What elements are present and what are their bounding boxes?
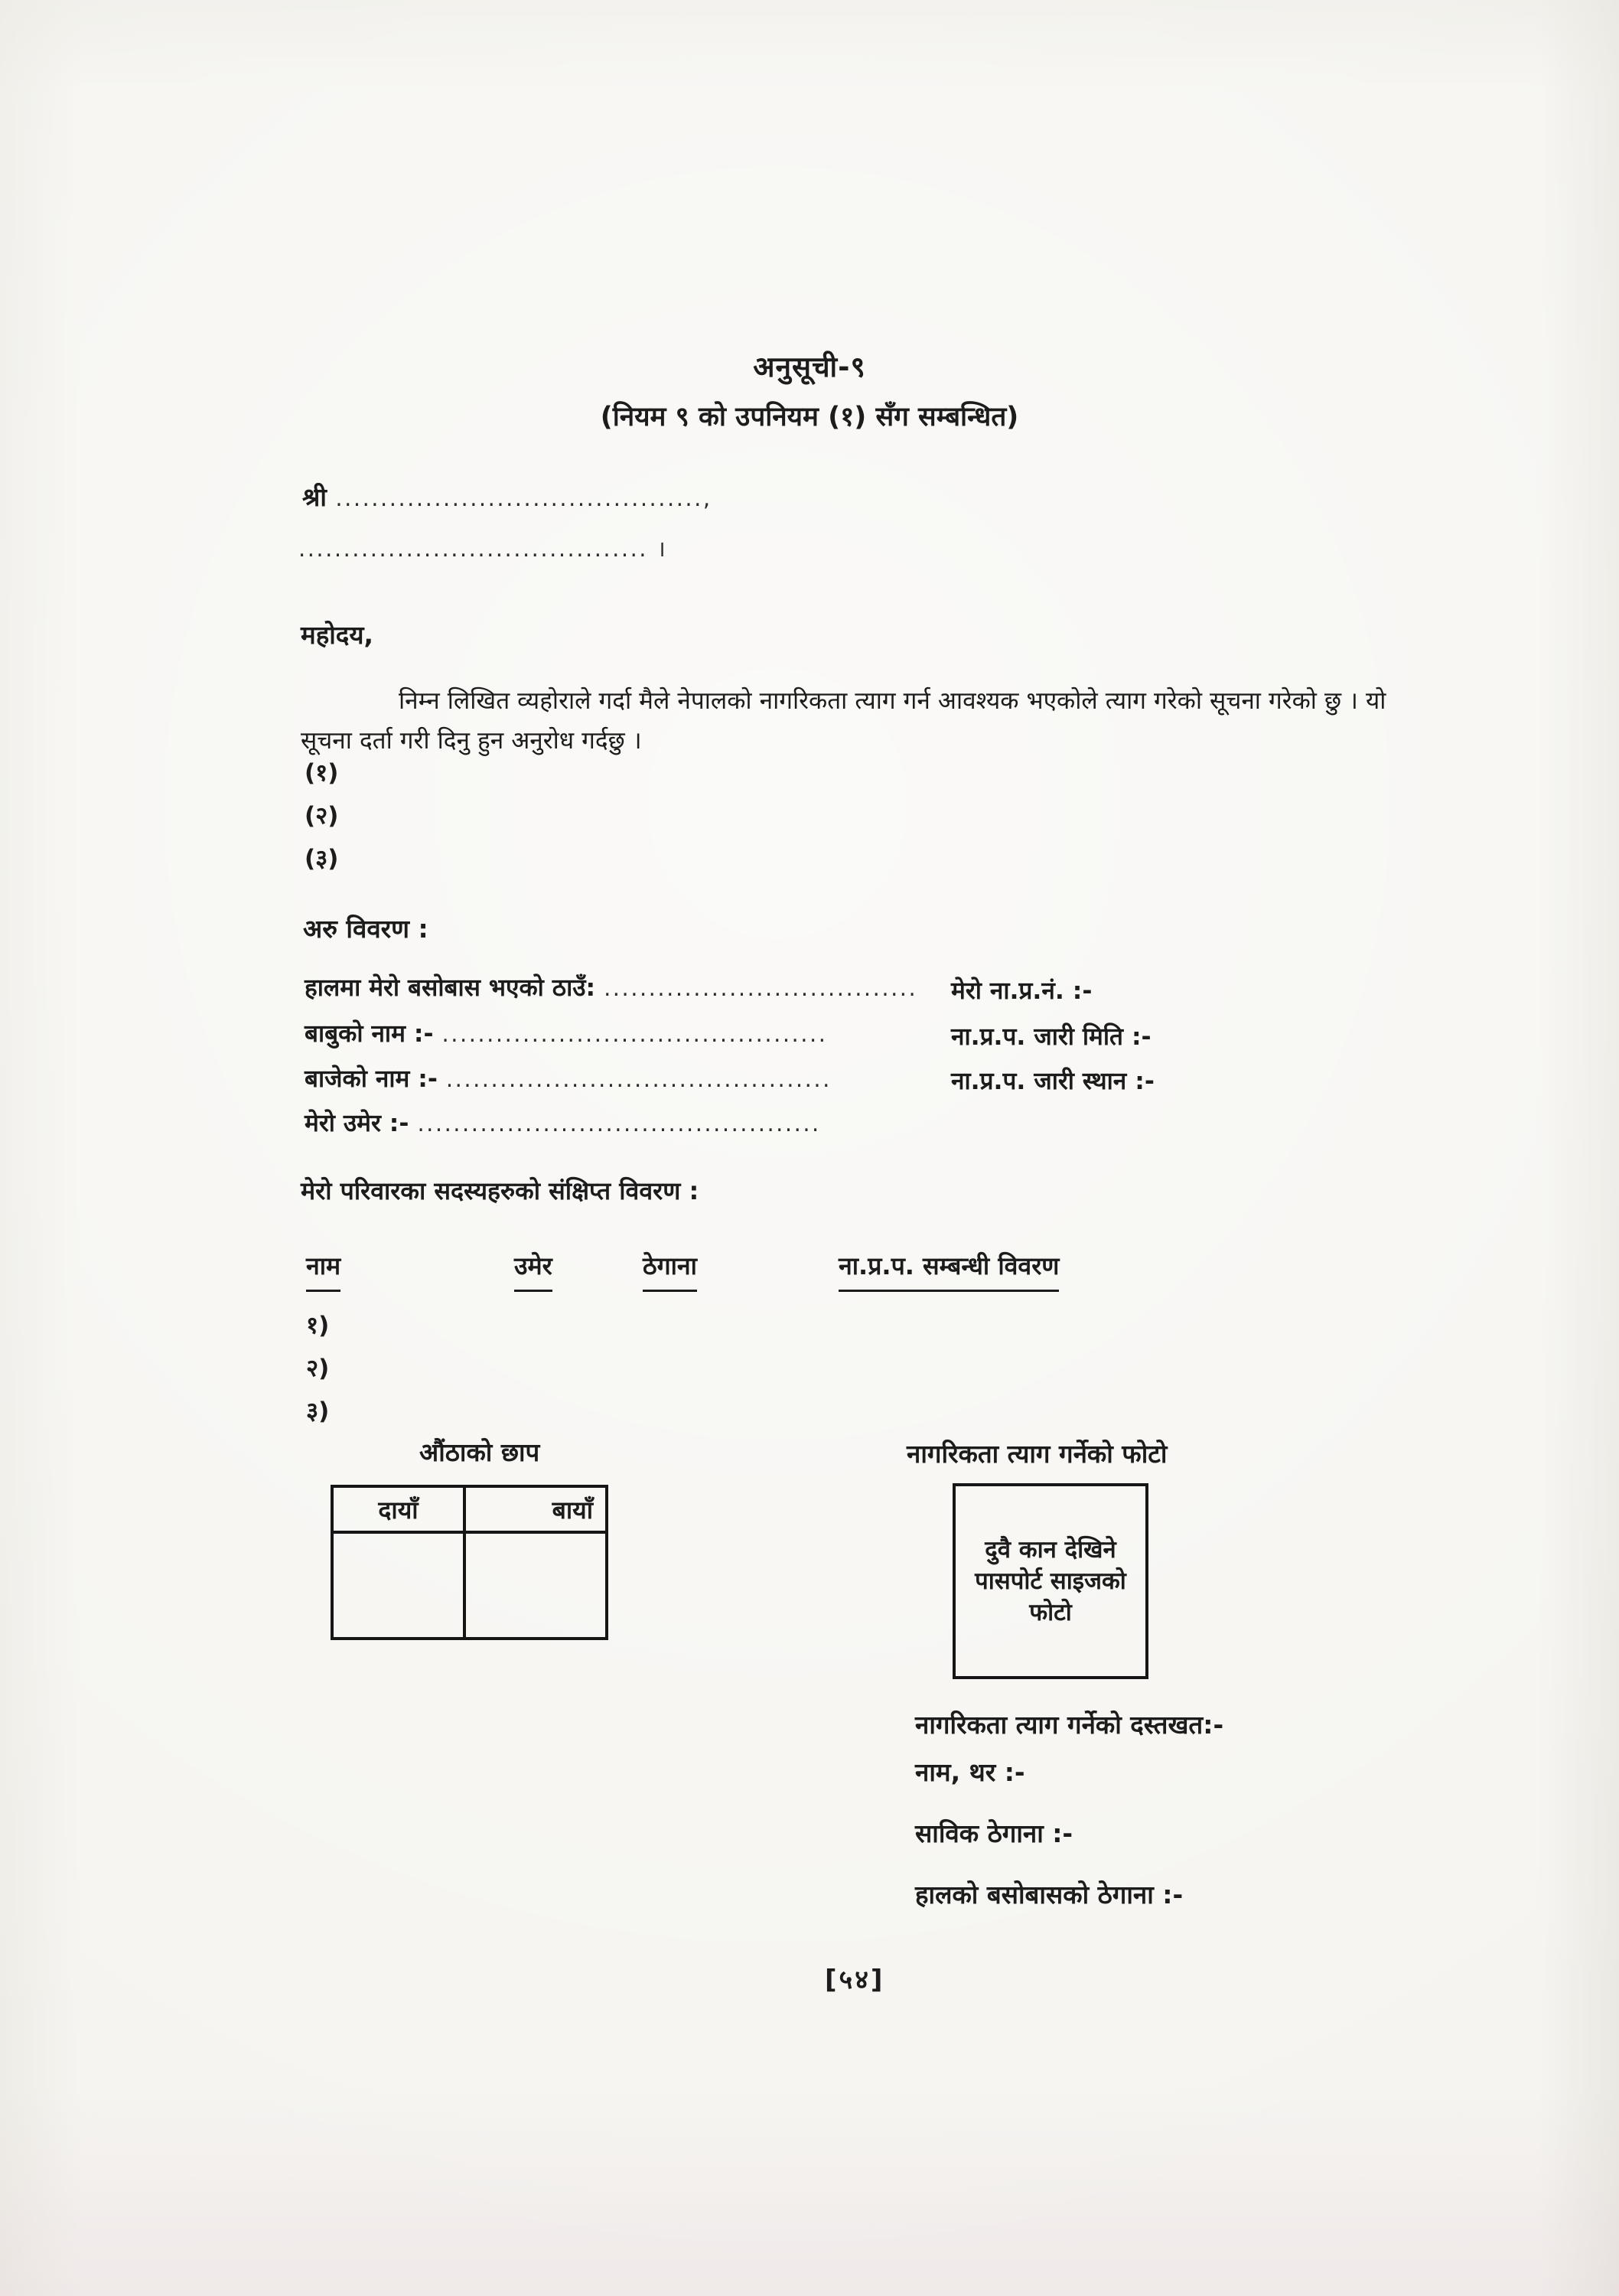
salutation: महोदय, [301, 620, 374, 650]
detail-label-citizenship-issue-date: ना.प्र.प. जारी मिति :- [951, 1023, 1152, 1051]
detail-blank-father-name: ........................................... [441, 1021, 828, 1047]
detail-row-father-name [305, 1016, 827, 1049]
reason-item-3: (३) [305, 845, 339, 872]
family-row-2: २) [306, 1355, 330, 1382]
family-details-heading: मेरो परिवारका सदस्यहरुको संक्षिप्त विवरण : [301, 1176, 699, 1205]
detail-label-father-name: बाबुको नाम :- [305, 1020, 434, 1048]
renouncer-signature-label: नागरिकता त्याग गर्नेको दस्तखत:- [915, 1710, 1224, 1740]
body-paragraph: निम्न लिखित व्यहोराले गर्दा मैले नेपालको नागरिकता त्याग गर्न आवश्यक भएकोले त्याग गरेको सूचना गरेको छु । यो सूचना दर्ता गरी दिनु हुन अनुरोध गर्दछु । [301, 687, 1386, 755]
photo-section-heading: नागरिकता त्याग गर्नेको फोटो [907, 1439, 1168, 1469]
detail-label-citizenship-issue-place: ना.प्र.प. जारी स्थान :- [951, 1068, 1155, 1095]
addressee-line-2 [298, 533, 667, 563]
thumbprint-heading: औंठाको छाप [419, 1437, 540, 1467]
addressee-blank-line-2: ....................................... । [298, 536, 668, 562]
family-row-1: १) [306, 1312, 330, 1339]
photo-placeholder-line-2: पासपोर्ट साइजको [975, 1567, 1126, 1595]
family-column-age: उमेर [514, 1249, 552, 1292]
detail-row-residence [305, 970, 917, 1003]
family-row-3: ३) [306, 1397, 330, 1425]
page-number: [५४] [825, 1965, 885, 1995]
thumbprint-column-right: दायाँ [334, 1488, 466, 1534]
schedule-subtitle: (नियम ९ को उपनियम (१) सँग सम्बन्धित) [600, 402, 1019, 432]
detail-blank-grandfather-name: ........................................... [445, 1066, 832, 1092]
thumbprint-column-left: बायाँ [466, 1488, 605, 1534]
family-column-citizenship-details: ना.प्र.प. सम्बन्धी विवरण [839, 1249, 1059, 1292]
renouncer-name-label: नाम, थर :- [915, 1757, 1025, 1787]
detail-blank-age: ............................................. [417, 1110, 821, 1137]
former-address-label: साविक ठेगाना :- [915, 1818, 1073, 1848]
family-column-address: ठेगाना [643, 1249, 697, 1292]
addressee-line-1 [302, 479, 712, 514]
detail-blank-residence: ................................... [604, 975, 918, 1001]
family-column-name: नाम [306, 1249, 340, 1292]
detail-label-grandfather-name: बाजेको नाम :- [305, 1065, 438, 1093]
addressee-blank-line-1: ........................................., [335, 485, 712, 511]
addressee-honorific: श्री [302, 482, 327, 512]
current-address-label: हालको बसोबासको ठेगाना :- [915, 1880, 1184, 1910]
thumbprint-table [331, 1485, 608, 1640]
reason-item-2: (२) [305, 802, 339, 830]
detail-label-age: मेरो उमेर :- [305, 1110, 409, 1137]
thumbprint-cell-left [466, 1534, 605, 1637]
other-details-heading: अरु विवरण : [303, 914, 428, 944]
photo-placeholder-line-1: दुवै कान देखिने [985, 1535, 1116, 1564]
detail-label-citizenship-number: मेरो ना.प्र.नं. :- [951, 977, 1093, 1005]
photo-placeholder-box [953, 1483, 1148, 1679]
schedule-title: अनुसूची-९ [753, 351, 866, 383]
reason-item-1: (१) [305, 759, 339, 787]
photo-placeholder-line-3: फोटो [1029, 1598, 1072, 1626]
detail-row-grandfather-name [305, 1062, 832, 1094]
detail-row-age [305, 1106, 821, 1139]
detail-label-residence: हालमा मेरो बसोबास भएको ठाउँ: [305, 974, 596, 1002]
thumbprint-cell-right [334, 1534, 466, 1637]
